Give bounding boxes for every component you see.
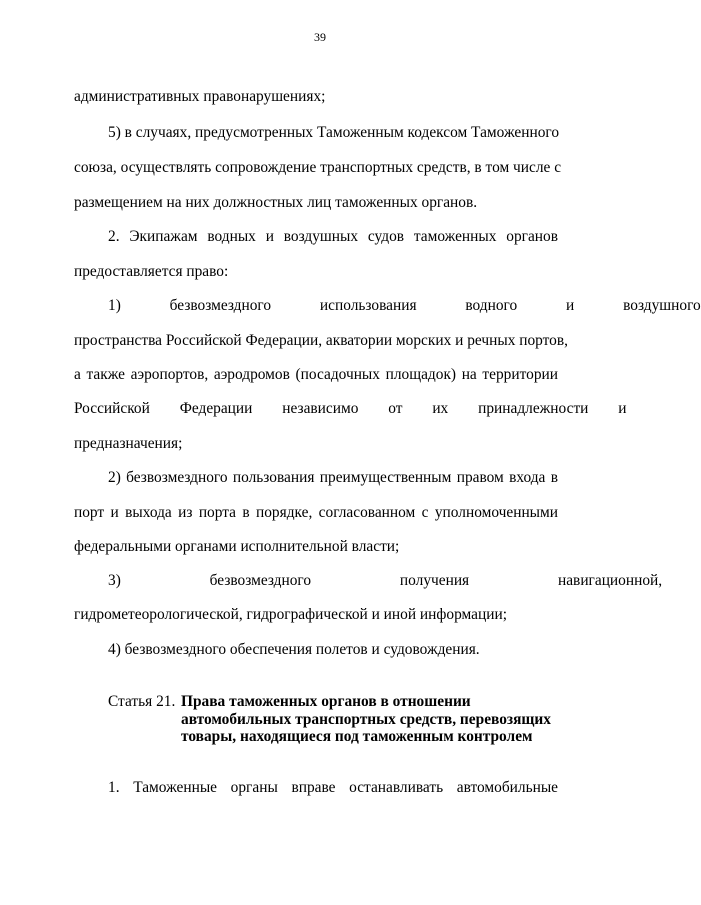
text-line: 2. Экипажам водных и воздушных судов таможенных органов <box>108 228 558 245</box>
text-line: предназначения; <box>74 435 183 452</box>
text-line: административных правонарушениях; <box>74 88 326 105</box>
text-line: Российской Федерации независимо от их принадлежности и <box>74 400 627 417</box>
text-line: 1. Таможенные органы вправе останавливать автомобильные <box>108 779 558 796</box>
text-line: 5) в случаях, предусмотренных Таможенным кодексом Таможенного <box>108 124 560 141</box>
text-line: гидрометеорологической, гидрографической и иной информации; <box>74 606 507 623</box>
article-title-line: Права таможенных органов в отношении <box>181 693 471 710</box>
text-line: 1) безвозмездного использования водного и воздушного <box>108 297 701 314</box>
article-label: Статья 21. <box>108 693 176 710</box>
text-line: порт и выхода из порта в порядке, согласованном с уполномоченными <box>74 504 558 521</box>
text-line: 4) безвозмездного обеспечения полетов и судовождения. <box>108 641 480 658</box>
text-line: 2) безвозмездного пользования преимущественным правом входа в <box>108 469 558 486</box>
text-line: федеральными органами исполнительной власти; <box>74 538 400 555</box>
article-title-line: автомобильных транспортных средств, перевозящих <box>181 710 551 728</box>
text-line: 3) безвозмездного получения навигационной, <box>108 572 663 589</box>
text-line: размещением на них должностных лиц таможенных органов. <box>74 194 478 211</box>
text-line: пространства Российской Федерации, акватории морских и речных портов, <box>74 332 568 349</box>
article-title <box>181 693 551 746</box>
page-number: 39 <box>314 30 326 44</box>
text-line: а также аэропортов, аэродромов (посадочных площадок) на территории <box>74 366 558 383</box>
text-line: предоставляется право: <box>74 263 229 280</box>
text-line: союза, осуществлять сопровождение транспортных средств, в том числе с <box>74 159 562 176</box>
article-title-line: товары, находящиеся под таможенным контролем <box>181 728 533 745</box>
